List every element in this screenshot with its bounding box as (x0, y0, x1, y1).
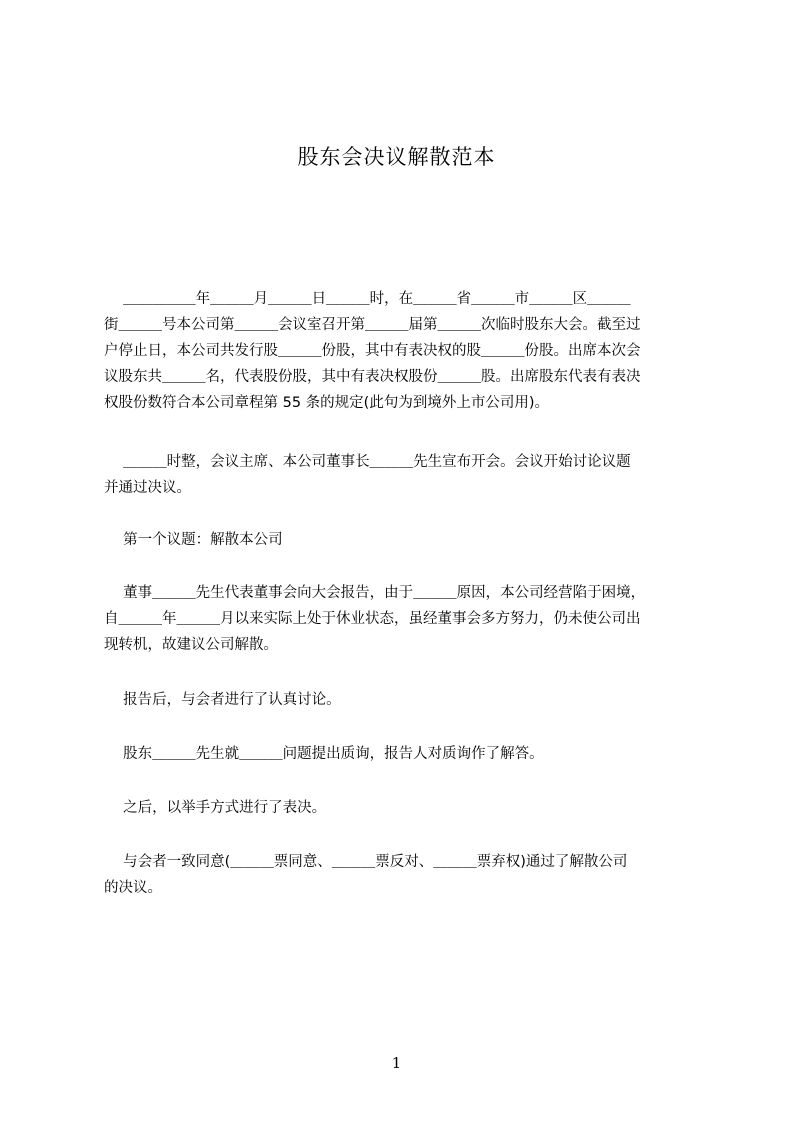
paragraph-line: ＿＿＿时整，会议主席、本公司董事长＿＿＿先生宣布开会。会议开始讨论议题 (104, 454, 631, 470)
opening-paragraph (104, 449, 702, 501)
paragraph-line: 现转机，故建议公司解散。 (104, 637, 278, 653)
discussion-paragraph (104, 687, 702, 713)
board-report-paragraph (104, 580, 702, 658)
document-title: 股东会决议解散范本 (297, 145, 496, 169)
paragraph-line: 股东＿＿＿先生就＿＿＿问题提出质询，报告人对质询作了解答。 (104, 746, 544, 762)
inquiry-paragraph (104, 741, 702, 767)
paragraph-line: 之后，以举手方式进行了表决。 (104, 800, 327, 816)
paragraph-line: 议股东共＿＿＿名，代表股份股，其中有表决权股份＿＿＿股。出席股东代表有表决 (104, 369, 641, 385)
paragraph-line: 自＿＿＿年＿＿＿月以来实际上处于休业状态，虽经董事会多方努力，仍未使公司出 (104, 611, 641, 627)
paragraph-line: 并通过决议。 (104, 480, 191, 496)
paragraph-line: 与会者一致同意(＿＿＿票同意、＿＿＿票反对、＿＿＿票弃权)通过了解散公司 (104, 854, 628, 870)
paragraph-line: 报告后，与会者进行了认真讨论。 (104, 692, 341, 708)
paragraph-line: 街＿＿＿号本公司第＿＿＿会议室召开第＿＿＿届第＿＿＿次临时股东大会。截至过 (104, 317, 641, 333)
vote-method-paragraph (104, 795, 702, 821)
page-number: 1 (391, 1054, 402, 1072)
paragraph-line: 权股份数符合本公司章程第 55 条的规定(此句为到境外上市公司用)。 (104, 395, 549, 411)
paragraph-line: 的决议。 (104, 880, 162, 896)
resolution-paragraph (104, 849, 702, 901)
paragraph-line: 董事＿＿＿先生代表董事会向大会报告，由于＿＿＿原因，本公司经营陷于困境， (104, 585, 646, 601)
first-topic-paragraph (104, 527, 702, 553)
paragraph-line: ＿＿＿＿＿年＿＿＿月＿＿＿日＿＿＿时，在＿＿＿省＿＿＿市＿＿＿区＿＿＿ (104, 291, 631, 307)
paragraph-line: 第一个议题：解散本公司 (104, 532, 283, 548)
meeting-info-paragraph (104, 286, 702, 416)
paragraph-line: 户停止日，本公司共发行股＿＿＿份股，其中有表决权的股＿＿＿份股。出席本次会 (104, 343, 641, 359)
